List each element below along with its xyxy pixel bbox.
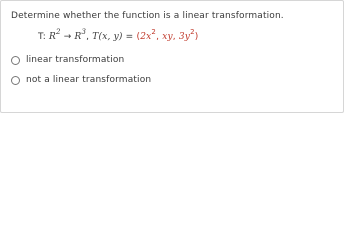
option-linear[interactable] [11, 55, 124, 65]
function-rhs: ($2x^2$, xy, $3y^2$) [136, 28, 199, 42]
domain-space: $R^2$ [49, 28, 61, 42]
radio-button[interactable] [11, 56, 20, 65]
codomain-space: $R^3$ [74, 28, 87, 42]
map-name: T: [38, 32, 46, 42]
option-not-linear[interactable] [11, 75, 151, 85]
question-prompt: Determine whether the function is a linear transformation. [11, 11, 284, 21]
option-label: linear transformation [26, 55, 125, 65]
equals-sign: = [125, 32, 134, 42]
arrow: → [63, 32, 72, 42]
function-lhs: T(x, y) [92, 32, 123, 42]
option-label: not a linear transformation [26, 75, 152, 85]
radio-button[interactable] [11, 76, 20, 85]
transformation-equation: T: $R^2 \to R^3$, T(x, $y) = (2x^2$, xy, $3y^2$) [38, 28, 199, 42]
question-panel [0, 0, 344, 113]
